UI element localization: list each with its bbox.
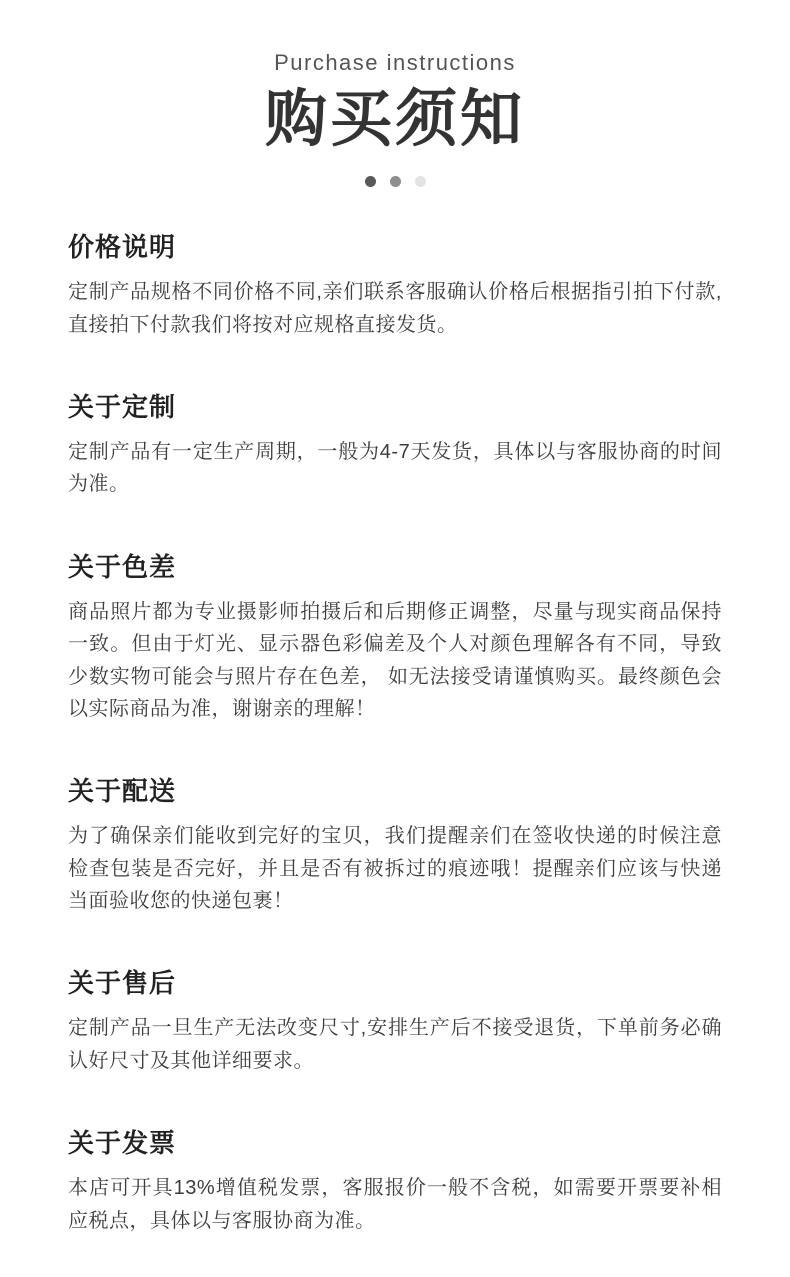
section-price-title: 价格说明 [68, 232, 177, 263]
section-delivery-title: 关于配送 [68, 776, 177, 807]
pagination-dot-2 [390, 176, 401, 187]
section-customization [68, 387, 722, 501]
pagination-dots [0, 176, 790, 187]
section-color-difference [68, 547, 722, 726]
section-customization-body: 定制产品有一定生产周期，一般为4-7天发货，具体以与客服协商的时间为准。 [68, 440, 722, 496]
section-color-difference-title: 关于色差 [68, 551, 177, 582]
section-delivery-body: 为了确保亲们能收到完好的宝贝，我们提醒亲们在签收快递的时候注意检查包装是否完好，并且是否有被拆过的痕迹哦！提醒亲们应该与快递当面验收您的快递包裹！ [68, 825, 722, 913]
page-title: 购买须知 [264, 85, 525, 154]
pagination-dot-3 [415, 176, 426, 187]
section-after-sales [68, 963, 722, 1077]
section-delivery [68, 771, 722, 917]
section-color-difference-body: 商品照片都为专业摄影师拍摄后和后期修正调整，尽量与现实商品保持一致。但由于灯光、显示器色彩偏差及个人对颜色理解各有不同，导致少数实物可能会与照片存在色差， 如无法接受请谨慎购买。最终颜色会以实际商品为准，谢谢亲的理解！ [68, 600, 722, 720]
section-invoice-title: 关于发票 [68, 1128, 177, 1159]
section-price [68, 227, 722, 341]
subtitle-english: Purchase instructions [274, 50, 516, 75]
section-after-sales-body: 定制产品一旦生产无法改变尺寸,安排生产后不接受退货，下单前务必确认好尺寸及其他详细要求。 [68, 1017, 722, 1072]
section-customization-title: 关于定制 [68, 391, 177, 422]
sections-container [0, 227, 790, 1277]
section-invoice-body: 本店可开具13%增值税发票，客服报价一般不含税，如需要开票要补相应税点，具体以与客服协商为准。 [68, 1177, 722, 1232]
page-header [0, 50, 790, 187]
pagination-dot-1 [365, 176, 376, 187]
section-after-sales-title: 关于售后 [68, 968, 177, 999]
section-price-body: 定制产品规格不同价格不同,亲们联系客服确认价格后根据指引拍下付款,直接拍下付款我们将按对应规格直接发货。 [68, 281, 722, 336]
section-invoice [68, 1123, 722, 1237]
